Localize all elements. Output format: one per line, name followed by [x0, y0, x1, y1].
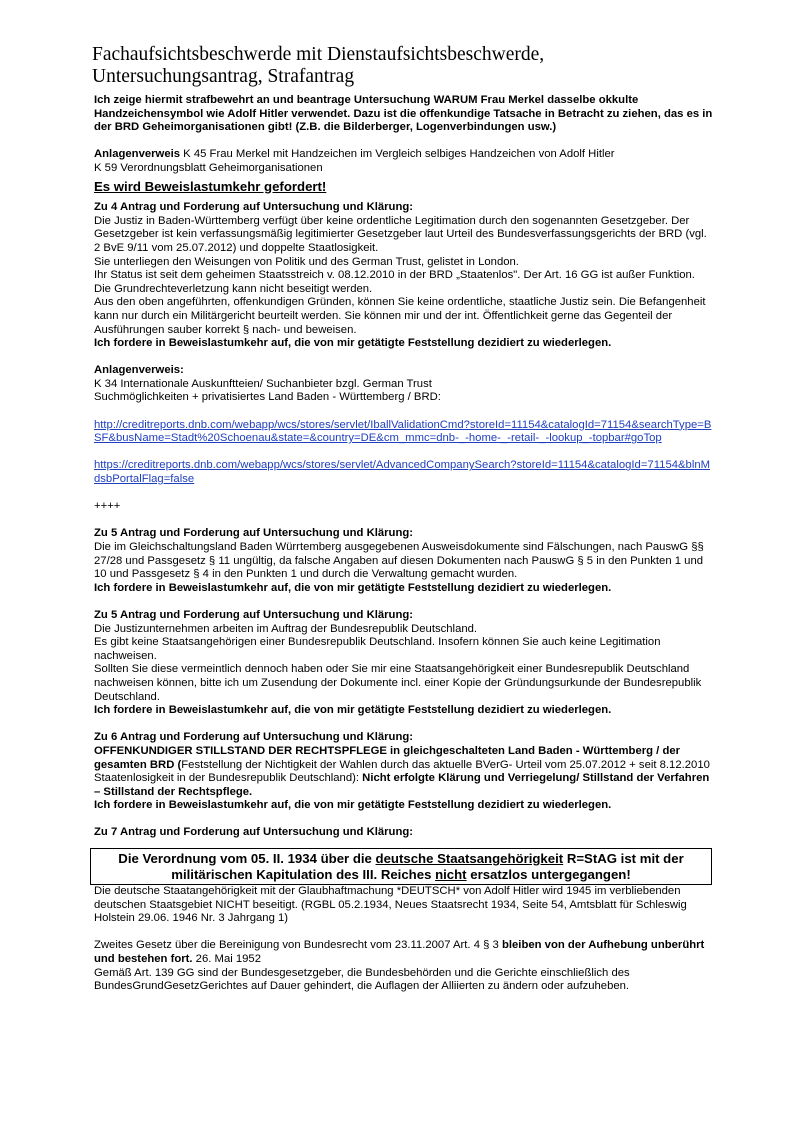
section-5a-paragraph: Die im Gleichschaltungsland Baden Würrtemberg ausgegebenen Ausweisdokumente sind Fälschungen, nach PauswG §§ 27/28 und Passgesetz § 11 ungültig, da falsche Angaben auf diesen Dokumenten nach PauswG § 5 in den Punkten 1 und 10 und Passgesetz § 4 in den Punkten 1 und durch die Verwaltung gemacht wurden. [94, 541, 704, 581]
section-4-closing: Ich fordere in Beweislastumkehr auf, die von mir getätigte Feststellung dezidiert zu wiederlegen. [94, 337, 612, 350]
verordnung-box [90, 848, 712, 885]
dnb-company-search-link[interactable]: https://creditreports.dnb.com/webapp/wcs/stores/servlet/AdvancedCompanySearch?storeId=11154&catalogId=71154&blnMdsbPortalFlag=false [94, 459, 711, 486]
section-5a-closing: Ich fordere in Beweislastumkehr auf, die von mir getätigte Feststellung dezidiert zu wiederlegen. [94, 581, 612, 594]
section-4-paragraph-4: Aus den oben angeführten, offenkundigen Gründen, können Sie keine ordentliche, staatliche Justiz sein. Die Befangenheit kann nur durch ein Militärgericht beurteilt werden. Sie können mir und der int. Öffentlichkeit gerne das Gegenteil der Ausführungen sauber korrekt § nach- und beweisen. [94, 296, 706, 336]
anlagenverweis-suche: Suchmöglichkeiten + privatisiertes Land Baden - Württemberg / BRD: [94, 391, 441, 404]
intro-paragraph: Ich zeige hiermit strafbewehrt an und beantrage Untersuchung WARUM Frau Merkel dasselbe okkulte Handzeichensymbol wie Adolf Hitler verwendet. Dazu ist die offenkundige Tatsache in Betracht zu ziehen, das es in der BRD Geheimorganisationen gibt! (Z.B. die Bilderberger, Logenverbindungen usw.) [94, 94, 713, 134]
zweites-gesetz-paragraph [94, 939, 714, 966]
box-text-2: R=StAG ist mit der militärischen Kapitulation des III. Reiches [171, 851, 684, 882]
section-6-bold-1: OFFENKUNDIGER STILLSTAND DER RECHTSPFLEGE in gleichgeschalteten Land Baden - Württemberg / der gesamten BRD ( [94, 744, 681, 771]
zweites-normal-1: Zweites Gesetz über die Bereinigung von Bundesrecht vom 23.11.2007 Art. 4 § 3 [94, 939, 502, 952]
after-box-paragraph: Die deutsche Staatangehörigkeit mit der Glaubhaftmachung *DEUTSCH* von Adolf Hitler wird 1945 im verbliebenden deutschen Staatsgebiet NICHT beseitigt. (RGBL 05.2.1934, Neues Staatsrecht 1934, Seite 54, Amtsblatt für Schleswig Holstein 29.06. 1946 Nr. 3 Jahrgang 1) [94, 885, 687, 925]
anlagenverweis-1 [94, 148, 714, 162]
box-text-underlined-2: nicht [435, 866, 467, 882]
section-6-normal: Feststellung der Nichtigkeit der Wahlen durch das aktuelle BVerG- Urteil vom 25.07.2012 + seit 8.12.2010 Staatenlosigkeit in der Bundesrepublik Deutschland): [94, 758, 710, 785]
section-7-heading: Zu 7 Antrag und Forderung auf Untersuchung und Klärung: [94, 826, 414, 839]
section-5b-heading: Zu 5 Antrag und Forderung auf Untersuchung und Klärung: [94, 608, 414, 621]
section-6-heading: Zu 6 Antrag und Forderung auf Untersuchung und Klärung: [94, 731, 414, 744]
zweites-bold: bleiben von der Aufhebung unberührt und bestehen fort. [94, 939, 705, 966]
section-4-paragraph-2: Sie unterliegen den Weisungen von Politik und des German Trust, gelistet in London. [94, 255, 519, 268]
section-5a-heading: Zu 5 Antrag und Forderung auf Untersuchung und Klärung: [94, 527, 414, 540]
box-text-1: Die Verordnung vom 05. II. 1934 über die [118, 851, 376, 867]
section-5b-paragraph-3: Sollten Sie diese vermeintlich dennoch haben oder Sie mir eine Staatsangehörigkeit einer Bundesrepublik Deutschland nachweisen können, bitte ich um Zusendung der Dokumente incl. einer Kopie der Gründungsurkunde der Bundesrepublik Deutschland. [94, 663, 702, 703]
section-4-heading: Zu 4 Antrag und Forderung auf Untersuchung und Klärung: [94, 201, 414, 214]
beweislast-heading: Es wird Beweislastumkehr gefordert! [94, 178, 327, 194]
box-text-underlined-1: deutsche Staatsangehörigkeit [375, 851, 564, 867]
zweites-normal-2: 26. Mai 1952 [192, 953, 262, 966]
section-4-paragraph-1: Die Justiz in Baden-Württemberg verfügt über keine ordentliche Legitimation durch den sogenannten Gesetzgeber. Der Gesetzgeber ist kein verfassungsmäßig legitimierter Gesetzgeber laut Urteil des Bundesverfassungsgerichts der BRD (vgl. 2 BvE 9/11 vom 25.07.2012) und doppelte Staatlosigkeit. [94, 214, 707, 254]
section-6-paragraph [94, 745, 714, 799]
art-139-paragraph: Gemäß Art. 139 GG sind der Bundesgesetzgeber, die Bundesbehörden und die Gerichte einschließlich des BundesGrundGesetzGerichtes auf Dauer gehindert, die Auflagen der Alliierten zu ändern oder aufzuheben. [94, 966, 630, 993]
anlagenverweis-2-label: Anlagenverweis: [94, 364, 184, 377]
section-5b-paragraph-1: Die Justizunternehmen arbeiten im Auftrag der Bundesrepublik Deutschland. [94, 622, 478, 635]
section-6-bold-2: Nicht erfolgte Klärung und Verriegelung/ Stillstand der Verfahren – Stillstand der Rechtspflege. [94, 772, 710, 798]
section-4-paragraph-3: Ihr Status ist seit dem geheimen Staatsstreich v. 08.12.2010 in der BRD „Staatenlos". Der Art. 16 GG ist außer Funktion. Die Grundrechteverletzung kann nicht beseitigt werden. [94, 269, 695, 295]
section-5b-closing: Ich fordere in Beweislastumkehr auf, die von mir getätigte Feststellung dezidiert zu wiederlegen. [94, 704, 612, 717]
section-5b-paragraph-2: Es gibt keine Staatsangehörigen einer Bundesrepublik Deutschland. Insofern können Sie auch keine Legitimation nachweisen. [94, 636, 661, 662]
anlagenverweis-k45: K 45 Frau Merkel mit Handzeichen im Vergleich selbiges Handzeichen von Adolf Hitler [180, 148, 615, 161]
document-page [94, 44, 714, 994]
separator: ++++ [94, 500, 121, 513]
document-title: Fachaufsichtsbeschwerde mit Dienstaufsichtsbeschwerde, Untersuchungsantrag, Strafantrag [92, 44, 545, 87]
section-6-closing: Ich fordere in Beweislastumkehr auf, die von mir getätigte Feststellung dezidiert zu wiederlegen. [94, 799, 612, 812]
anlagenverweis-label: Anlagenverweis [94, 148, 181, 161]
anlagenverweis-k59: K 59 Verordnungsblatt Geheimorganisationen [94, 161, 323, 174]
anlagenverweis-k34: K 34 Internationale Auskunftteien/ Suchanbieter bzgl. German Trust [94, 377, 432, 390]
dnb-validation-link[interactable]: http://creditreports.dnb.com/webapp/wcs/stores/servlet/IballValidationCmd?storeId=11154&catalogId=71154&searchType=BSF&busName=Stadt%20Schoenau&state=&country=DE&cm_mmc=dnb-_-home-_-retail-_-lookup_-topbar#goTop [94, 418, 712, 445]
box-text-3: ersatzlos untergegangen! [466, 866, 631, 882]
